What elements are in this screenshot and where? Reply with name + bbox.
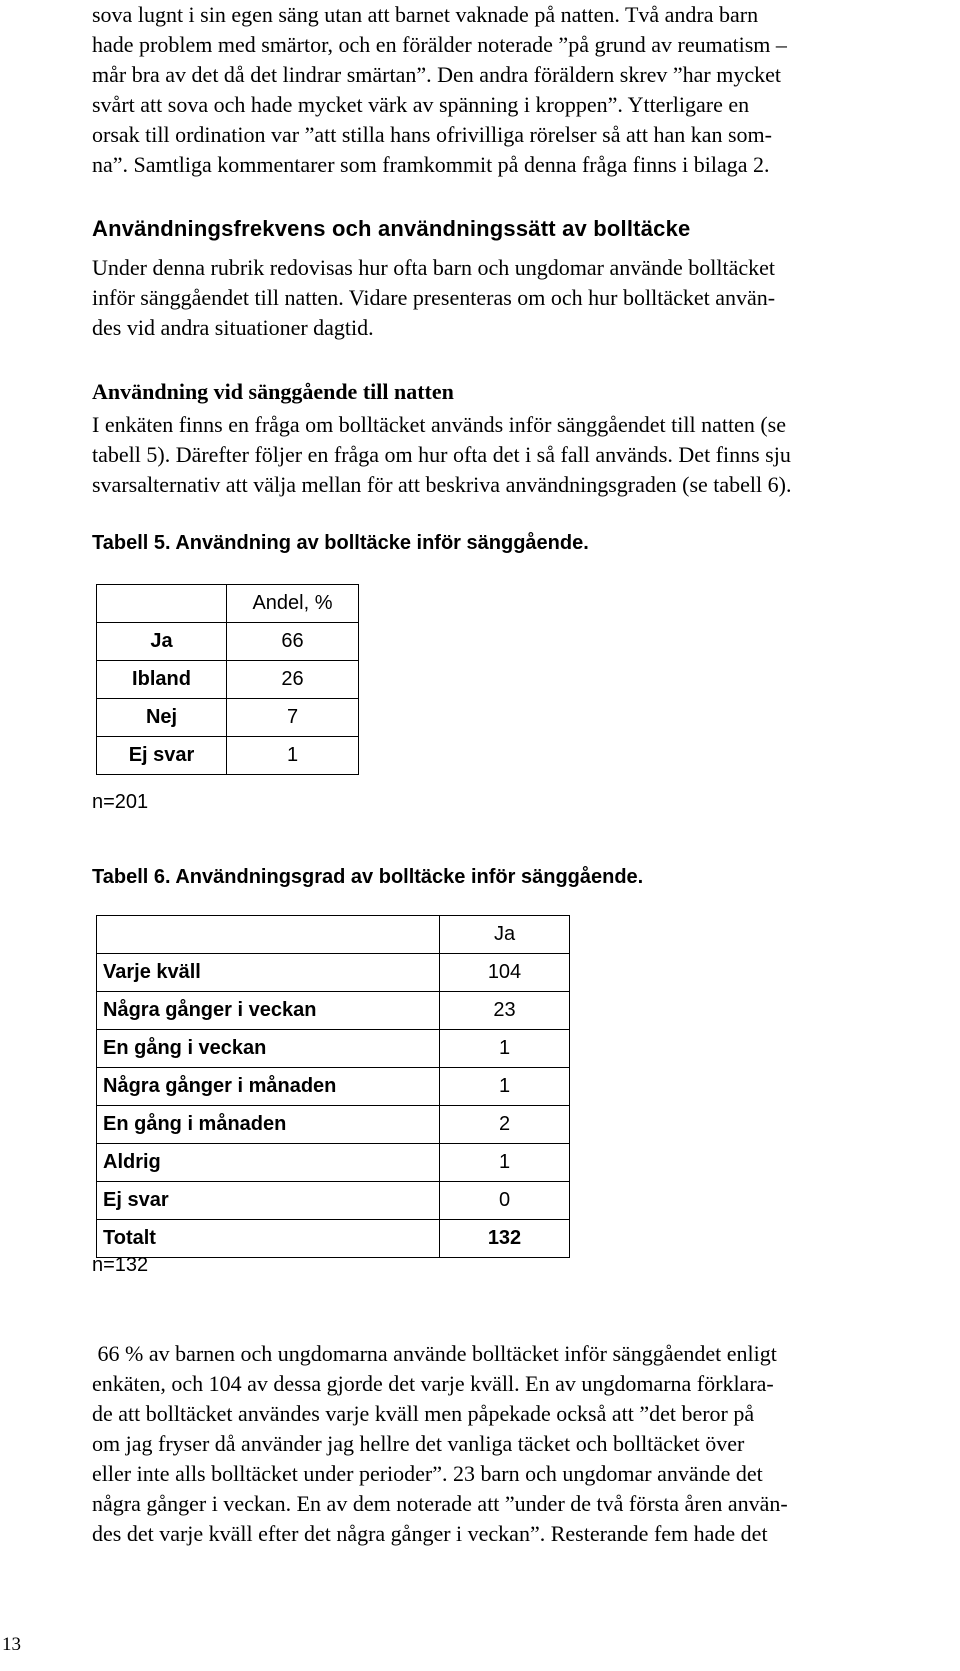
- table-header-row: [97, 916, 570, 954]
- intro-paragraph: [92, 0, 952, 180]
- text-line: des det varje kväll efter det några gånger i veckan”. Resterande fem hade det: [92, 1521, 768, 1546]
- table6-caption: Tabell 6. Användningsgrad av bolltäcke inför sänggående.: [92, 866, 644, 888]
- table-row: [97, 954, 570, 992]
- section-heading: Användningsfrekvens och användningssätt av bolltäcke: [92, 216, 691, 241]
- table-total-row: [97, 1220, 570, 1258]
- text-line: hade problem med smärtor, och en förälder noterade ”på grund av reumatism –: [92, 32, 787, 57]
- text-line: eller inte alls bolltäcket under perioder”. 23 barn och ungdomar använde det: [92, 1461, 763, 1486]
- table5: [96, 584, 359, 775]
- table-row: [97, 1182, 570, 1220]
- table-row-label: Nej: [97, 699, 227, 737]
- table6: [96, 915, 570, 1258]
- table-row: [97, 1030, 570, 1068]
- table-row-label: En gång i månaden: [97, 1106, 440, 1144]
- table-cell-value: 7: [227, 699, 359, 737]
- table-cell-value: 1: [227, 737, 359, 775]
- text-line: enkäten, och 104 av dessa gjorde det varje kväll. En av ungdomarna förklara-: [92, 1371, 774, 1396]
- table-row: [97, 1106, 570, 1144]
- table-cell-value: 1: [440, 1144, 570, 1182]
- table-row-label: Ja: [97, 623, 227, 661]
- text-line: I enkäten finns en fråga om bolltäcket används inför sänggåendet till natten (se: [92, 412, 786, 437]
- table-row: [97, 699, 359, 737]
- table-header-cell: [97, 916, 440, 954]
- table5-sample-size: n=201: [92, 791, 149, 813]
- text-line: 66 % av barnen och ungdomarna använde bolltäcket inför sänggåendet enligt: [92, 1341, 777, 1366]
- table-cell-value: 132: [440, 1220, 570, 1258]
- table-row: [97, 623, 359, 661]
- table6-sample-size: n=132: [92, 1254, 149, 1276]
- subsection-heading: Användning vid sänggående till natten: [92, 379, 454, 404]
- text-line: orsak till ordination var ”att stilla hans ofrivilliga rörelser så att han kan som-: [92, 122, 772, 147]
- table-row-label: Varje kväll: [97, 954, 440, 992]
- table-row: [97, 737, 359, 775]
- table-row-label: Ej svar: [97, 737, 227, 775]
- text-line: om jag fryser då använder jag hellre det vanliga täcket och bolltäcket över: [92, 1431, 745, 1456]
- text-line: inför sänggåendet till natten. Vidare presenteras om och hur bolltäcket använ-: [92, 285, 776, 310]
- table-row: [97, 992, 570, 1030]
- text-line: de att bolltäcket användes varje kväll men påpekade också att ”det beror på: [92, 1401, 755, 1426]
- table-row-label: Några gånger i månaden: [97, 1068, 440, 1106]
- table-cell-value: 23: [440, 992, 570, 1030]
- text-line: des vid andra situationer dagtid.: [92, 315, 374, 340]
- table-row-label: Aldrig: [97, 1144, 440, 1182]
- page-number: 13: [2, 1634, 21, 1655]
- table-header-cell: Andel, %: [227, 585, 359, 623]
- text-line: Under denna rubrik redovisas hur ofta barn och ungdomar använde bolltäcket: [92, 255, 775, 280]
- table-row-label: Totalt: [97, 1220, 440, 1258]
- table-cell-value: 104: [440, 954, 570, 992]
- text-line: svarsalternativ att välja mellan för att beskriva användningsgraden (se tabell 6).: [92, 472, 792, 497]
- table-cell-value: 26: [227, 661, 359, 699]
- table-cell-value: 1: [440, 1068, 570, 1106]
- table-row-label: Några gånger i veckan: [97, 992, 440, 1030]
- table-cell-value: 66: [227, 623, 359, 661]
- table-header-cell: Ja: [440, 916, 570, 954]
- table-row-label: Ibland: [97, 661, 227, 699]
- section-paragraph: [92, 253, 952, 343]
- table-cell-value: 0: [440, 1182, 570, 1220]
- subsection-paragraph: [92, 410, 952, 500]
- text-line: na”. Samtliga kommentarer som framkommit på denna fråga finns i bilaga 2.: [92, 152, 770, 177]
- table-cell-value: 1: [440, 1030, 570, 1068]
- table-row-label: En gång i veckan: [97, 1030, 440, 1068]
- table-header-row: [97, 585, 359, 623]
- text-line: tabell 5). Därefter följer en fråga om hur ofta det i så fall används. Det finns sju: [92, 442, 791, 467]
- table-header-cell: [97, 585, 227, 623]
- closing-paragraph: [92, 1339, 952, 1549]
- table-row: [97, 1068, 570, 1106]
- text-line: svårt att sova och hade mycket värk av spänning i kroppen”. Ytterligare en: [92, 92, 750, 117]
- text-line: mår bra av det då det lindrar smärtan”. Den andra föräldern skrev ”har mycket: [92, 62, 782, 87]
- table-row-label: Ej svar: [97, 1182, 440, 1220]
- table5-caption: Tabell 5. Användning av bolltäcke inför sänggående.: [92, 532, 589, 554]
- table-cell-value: 2: [440, 1106, 570, 1144]
- text-line: några gånger i veckan. En av dem noterade att ”under de två första åren använ-: [92, 1491, 788, 1516]
- text-line: sova lugnt i sin egen säng utan att barnet vaknade på natten. Två andra barn: [92, 2, 759, 27]
- table-row: [97, 661, 359, 699]
- table-row: [97, 1144, 570, 1182]
